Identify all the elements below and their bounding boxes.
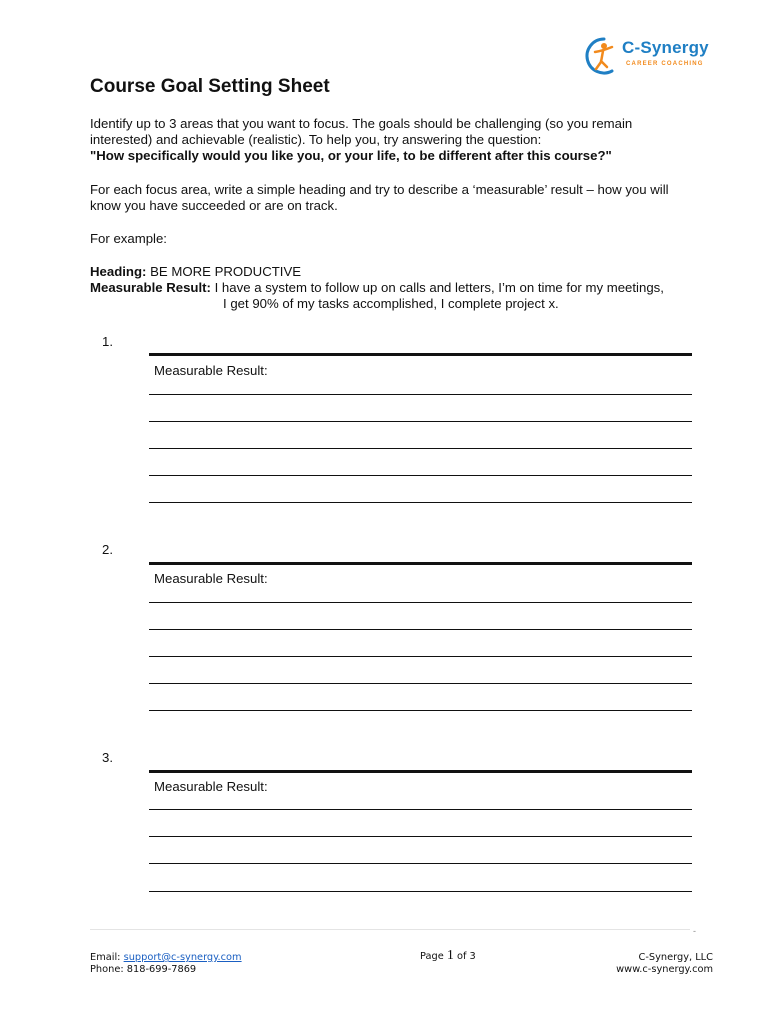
goal-3-result-label: Measurable Result: xyxy=(154,779,268,794)
goal-3-number: 3. xyxy=(102,750,113,765)
footer-page-number: 1 xyxy=(446,948,454,963)
goal-2-write-line[interactable] xyxy=(149,656,692,657)
example-heading-value: BE MORE PRODUCTIVE xyxy=(150,264,302,279)
footer-website: www.c-synergy.com xyxy=(616,964,713,975)
goal-1-write-line[interactable] xyxy=(149,448,692,449)
goal-2-write-line[interactable] xyxy=(149,602,692,603)
focus-line-2: know you have succeeded or are on track. xyxy=(90,198,338,213)
intro-line-2: interested) and achievable (realistic). To help you, try answering the question: xyxy=(90,132,542,147)
logo-tagline: CAREER COACHING xyxy=(626,61,704,67)
goal-2-write-line[interactable] xyxy=(149,683,692,684)
footer-phone: Phone: 818-699-7869 xyxy=(90,964,197,975)
footer-email-link[interactable]: support@c-synergy.com xyxy=(123,952,242,963)
goal-3-write-line[interactable] xyxy=(149,809,692,810)
goal-1-write-line[interactable] xyxy=(149,502,692,503)
example-result-line-1: I have a system to follow up on calls and letters, I’m on time for my meetings, xyxy=(214,280,664,295)
company-logo xyxy=(582,34,722,82)
goal-2-write-line[interactable] xyxy=(149,710,692,711)
example-heading xyxy=(90,264,710,280)
footer-company xyxy=(540,952,713,976)
page-title: Course Goal Setting Sheet xyxy=(90,76,330,97)
intro-paragraph xyxy=(90,116,710,164)
focus-paragraph xyxy=(90,182,710,214)
footer-email-label: Email: xyxy=(90,952,121,963)
goal-1-write-line[interactable] xyxy=(149,421,692,422)
footer-page-prefix: Page xyxy=(420,951,444,962)
focus-line-1: For each focus area, write a simple heading and try to describe a ‘measurable’ result – how you will xyxy=(90,182,669,197)
goal-2-result-label: Measurable Result: xyxy=(154,571,268,586)
example-heading-label: Heading: xyxy=(90,264,147,279)
footer-divider xyxy=(90,929,690,930)
example-result-line-2: I get 90% of my tasks accomplished, I complete project x. xyxy=(223,296,559,311)
intro-line-1: Identify up to 3 areas that you want to focus. The goals should be challenging (so you remain xyxy=(90,116,633,131)
example-result-label: Measurable Result: xyxy=(90,280,211,295)
example-result xyxy=(90,280,710,296)
goal-2-heading-line[interactable] xyxy=(149,562,692,565)
goal-1-write-line[interactable] xyxy=(149,394,692,395)
goal-1-result-label: Measurable Result: xyxy=(154,363,268,378)
goal-3-write-line[interactable] xyxy=(149,863,692,864)
intro-question: "How specifically would you like you, or your life, to be different after this course?" xyxy=(90,148,612,163)
goal-1-write-line[interactable] xyxy=(149,475,692,476)
goal-1-number: 1. xyxy=(102,334,113,349)
footer-company-name: C-Synergy, LLC xyxy=(638,952,713,963)
goal-2-write-line[interactable] xyxy=(149,629,692,630)
goal-3-write-line[interactable] xyxy=(149,891,692,892)
footer-email xyxy=(90,952,242,964)
goal-2-number: 2. xyxy=(102,542,113,557)
footer-contact xyxy=(90,952,242,976)
example-label: For example: xyxy=(90,231,167,246)
goal-1-heading-line[interactable] xyxy=(149,353,692,356)
logo-name: C-Synergy xyxy=(622,38,709,57)
goal-3-heading-line[interactable] xyxy=(149,770,692,773)
footer-page-suffix: of 3 xyxy=(456,951,476,962)
footer-page-indicator xyxy=(420,950,476,963)
footer-mark: - xyxy=(693,926,696,936)
goal-3-write-line[interactable] xyxy=(149,836,692,837)
c-synergy-logo-icon xyxy=(582,34,624,78)
